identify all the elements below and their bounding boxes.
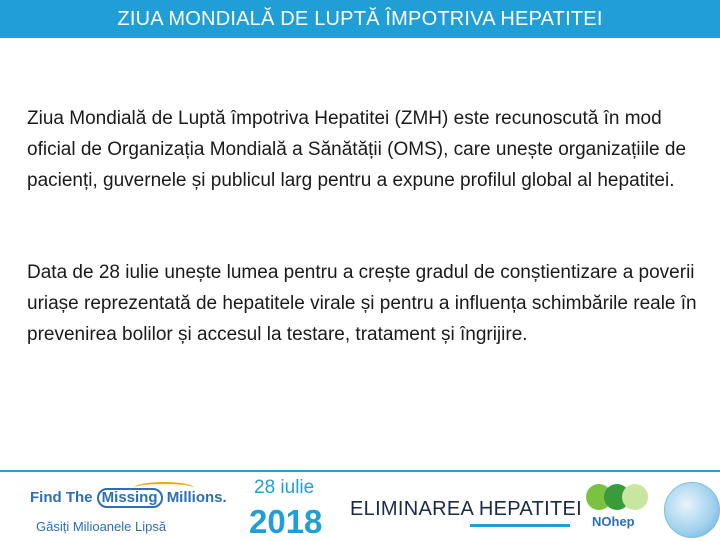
- fmm-logo-part2: Missing: [97, 488, 163, 508]
- title-bar: [0, 0, 720, 38]
- fmm-logo-part1: Find The: [30, 489, 93, 506]
- fmm-logo-part3: Millions.: [166, 489, 227, 506]
- nohep-text: [592, 514, 635, 529]
- paragraph-date: Data de 28 iulie unește lumea pentru a crește gradul de conștientizare a poverii uriașe reprezentată de hepatitele virale și pentru a influența schimbările reale în prevenirea bolilor și accesul la testare, tratament și îngrijire.: [27, 262, 697, 345]
- logo-swoosh-icon: [134, 482, 194, 494]
- page-title: ZIUA MONDIALĂ DE LUPTĂ ÎMPOTRIVA HEPATITEI: [117, 7, 603, 30]
- eliminate-hepatitis-logo: [350, 498, 582, 521]
- fmm-subtitle: Găsiți Milioanele Lipsă: [36, 519, 167, 534]
- nohep-hep: hep: [611, 514, 635, 529]
- world-hepatitis-day-badge-icon: [664, 482, 720, 538]
- find-missing-millions-logo: [30, 488, 230, 510]
- event-year: 2018: [249, 503, 323, 540]
- nohep-no: NO: [592, 514, 612, 529]
- footer-divider: [0, 470, 720, 472]
- eliminate-hepatitis-text: ELIMINAREA HEPATITEI: [350, 498, 582, 520]
- footer: [0, 470, 720, 540]
- logo-underline-icon: [470, 524, 570, 527]
- nohep-circle-icon: [622, 484, 648, 510]
- paragraph-intro: Ziua Mondială de Luptă împotriva Hepatitei (ZMH) este recunoscută în mod oficial de Organizația Mondială a Sănătății (OMS), care unește organizațiile de pacienți, guvernele și publicul larg pentru a expune profilul global al hepatitei.: [27, 108, 687, 191]
- nohep-logo: [584, 484, 654, 534]
- event-date: 28 iulie: [254, 477, 315, 498]
